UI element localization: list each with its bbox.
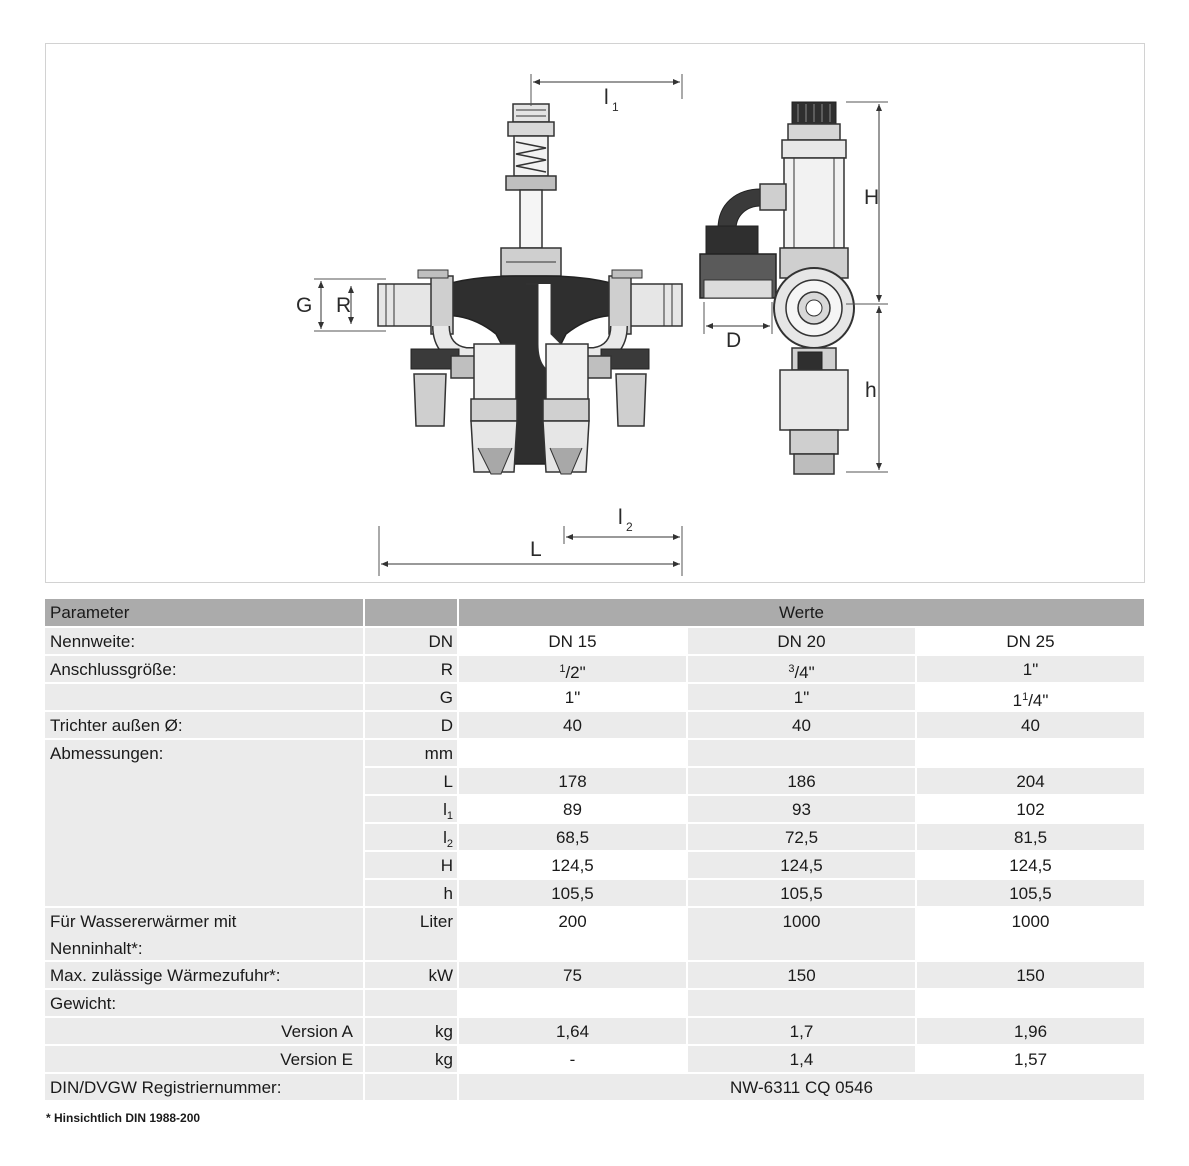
unit-kg-e: kg bbox=[365, 1046, 457, 1072]
value-version-e-dn15: - bbox=[569, 1050, 576, 1069]
label-l2-sub: 2 bbox=[626, 520, 633, 534]
value-version-e-dn20: 1,4 bbox=[688, 1046, 915, 1072]
unit-liter: Liter bbox=[365, 908, 457, 960]
value-l1-dn25: 102 bbox=[1016, 800, 1045, 819]
label-version-a: Version A bbox=[45, 1018, 363, 1044]
value-d-dn20: 40 bbox=[688, 712, 915, 738]
value-h-dn25: 105,5 bbox=[917, 880, 1144, 906]
value-l2-dn25: 81,5 bbox=[917, 824, 1144, 850]
value-r-dn15: $^1$/2" bbox=[459, 656, 686, 682]
row-dim-L bbox=[45, 768, 1144, 794]
value-mm-dn20 bbox=[688, 740, 915, 766]
value-L-dn15: 178 bbox=[459, 768, 686, 794]
row-waermezufuhr bbox=[45, 962, 1144, 988]
value-r-dn25: 1" bbox=[917, 656, 1144, 682]
value-dn25: DN 25 bbox=[1006, 632, 1055, 651]
value-h-dn15: 105,5 bbox=[459, 880, 686, 906]
row-nennweite bbox=[45, 628, 1144, 654]
label-h: h bbox=[865, 379, 877, 402]
value-l2-dn20: 72,5 bbox=[688, 824, 915, 850]
value-gewicht-dn15 bbox=[459, 990, 686, 1016]
label-l1: l bbox=[604, 86, 609, 109]
row-dim-l2 bbox=[45, 824, 1144, 850]
unit-l1: $l_1$ bbox=[365, 796, 457, 822]
value-H-dn15: 124,5 bbox=[551, 856, 594, 875]
value-mm-dn25 bbox=[917, 740, 1144, 766]
label-l1-sub: 1 bbox=[612, 100, 619, 114]
value-d-dn15: 40 bbox=[459, 712, 686, 738]
value-gewicht-dn20 bbox=[688, 990, 915, 1016]
value-g-dn15: 1" bbox=[564, 688, 581, 707]
label-wassererwaermer: Für Wassererwärmer mit Nenninhalt*: bbox=[45, 908, 285, 960]
label-empty bbox=[45, 684, 363, 710]
value-g-dn25: $1^1/4$" bbox=[1012, 691, 1049, 710]
value-liter-dn20: 1000 bbox=[688, 908, 915, 960]
header-parameter: Parameter bbox=[45, 599, 363, 626]
value-l1-dn15: 89 bbox=[563, 800, 582, 819]
front-view bbox=[378, 104, 682, 474]
value-g-dn20: 1" bbox=[688, 684, 915, 710]
label-anschluss: Anschlussgröße: bbox=[45, 656, 363, 682]
value-version-a-dn25: 1,96 bbox=[917, 1018, 1144, 1044]
row-dim-l1 bbox=[45, 796, 1144, 822]
label-gewicht: Gewicht: bbox=[45, 990, 363, 1016]
unit-d: D bbox=[365, 712, 457, 738]
unit-l2: $l_2$ bbox=[365, 824, 457, 850]
unit-dn: DN bbox=[365, 628, 457, 654]
row-anschluss-g bbox=[45, 684, 1144, 710]
unit-r: R bbox=[365, 656, 457, 682]
label-wassererwaermer-pad bbox=[285, 908, 363, 960]
row-anschluss-r bbox=[45, 656, 1144, 682]
value-h-dn20: 105,5 bbox=[688, 880, 915, 906]
value-kw-dn20: 150 bbox=[688, 962, 915, 988]
row-version-a bbox=[45, 1018, 1144, 1044]
header-unit bbox=[365, 599, 457, 626]
value-H-dn20: 124,5 bbox=[688, 852, 915, 878]
value-l1-dn20: 93 bbox=[688, 796, 915, 822]
valve-drawing bbox=[46, 44, 1144, 582]
label-H: H bbox=[864, 186, 880, 209]
value-mm-dn15 bbox=[459, 740, 686, 766]
row-dim-H bbox=[45, 852, 1144, 878]
value-version-a-dn20: 1,7 bbox=[688, 1018, 915, 1044]
row-din bbox=[45, 1074, 1144, 1100]
unit-g: G bbox=[365, 684, 457, 710]
label-l2: l bbox=[618, 506, 623, 529]
row-version-e bbox=[45, 1046, 1144, 1072]
label-trichter: Trichter außen Ø: bbox=[45, 712, 363, 738]
unit-din-empty bbox=[365, 1074, 457, 1100]
unit-H: H bbox=[365, 852, 457, 878]
unit-h: h bbox=[365, 880, 457, 906]
label-nennweite: Nennweite: bbox=[45, 628, 363, 654]
value-H-dn25: 124,5 bbox=[1009, 856, 1052, 875]
row-abmessungen-mm bbox=[45, 740, 1144, 766]
value-L-dn20: 186 bbox=[688, 768, 915, 794]
value-kw-dn25: 150 bbox=[917, 962, 1144, 988]
value-version-a-dn15: 1,64 bbox=[459, 1018, 686, 1044]
unit-kw: kW bbox=[365, 962, 457, 988]
label-abmessungen: Abmessungen: bbox=[45, 740, 363, 906]
label-waermezufuhr: Max. zulässige Wärmezufuhr*: bbox=[45, 962, 363, 988]
value-kw-dn15: 75 bbox=[459, 962, 686, 988]
row-trichter bbox=[45, 712, 1144, 738]
value-r-dn20: $^3$/4" bbox=[688, 656, 915, 682]
value-gewicht-dn25 bbox=[917, 990, 1144, 1016]
technical-drawing bbox=[45, 43, 1145, 583]
label-din: DIN/DVGW Registriernummer: bbox=[45, 1074, 363, 1100]
label-D: D bbox=[726, 329, 742, 352]
value-d-dn25: 40 bbox=[917, 712, 1144, 738]
unit-L: L bbox=[365, 768, 457, 794]
label-version-e: Version E bbox=[45, 1046, 363, 1072]
value-L-dn25: 204 bbox=[917, 768, 1144, 794]
value-dn20: DN 20 bbox=[688, 628, 915, 654]
label-G: G bbox=[296, 294, 313, 317]
label-R: R bbox=[336, 294, 352, 317]
row-wassererwaermer bbox=[45, 908, 1144, 960]
label-L: L bbox=[530, 538, 542, 561]
footnote: * Hinsichtlich DIN 1988-200 bbox=[46, 1111, 201, 1122]
value-liter-dn15: 200 bbox=[558, 912, 587, 931]
value-version-e-dn25: 1,57 bbox=[1013, 1050, 1048, 1069]
row-gewicht bbox=[45, 990, 1144, 1016]
value-liter-dn25: 1000 bbox=[1011, 912, 1050, 931]
value-dn15: DN 15 bbox=[548, 632, 597, 651]
row-dim-h bbox=[45, 880, 1144, 906]
value-din: NW-6311 CQ 0546 bbox=[459, 1074, 1144, 1100]
table-header bbox=[45, 599, 1144, 626]
side-view bbox=[700, 102, 854, 474]
unit-gewicht-empty bbox=[365, 990, 457, 1016]
unit-kg-a: kg bbox=[365, 1018, 457, 1044]
header-werte: Werte bbox=[459, 599, 1144, 626]
unit-mm: mm bbox=[365, 740, 457, 766]
value-l2-dn15: 68,5 bbox=[459, 824, 686, 850]
